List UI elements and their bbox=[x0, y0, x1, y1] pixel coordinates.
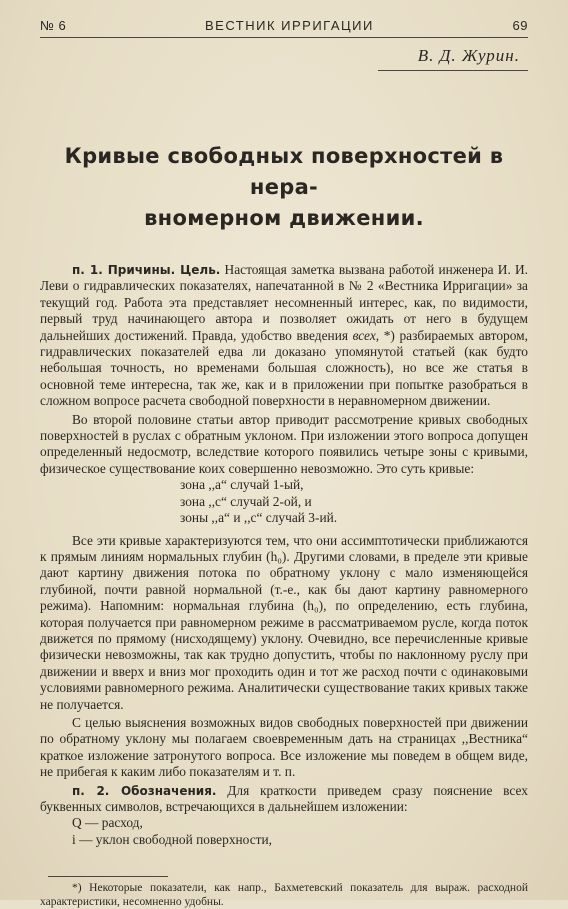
paragraph-1-text-cont: *) разбираемых автором, гидравлических показателей едва ли доказано упомянутой статьей (как будто небольшая точность, но временами большая сложность), но все же статья в основной теме интересна, так же, как и в приложении при попытке разобраться в сложном вопросе расчета свободной поверхности в неравномерном движении. bbox=[40, 327, 528, 409]
title-line-2: вномерном движении. bbox=[144, 206, 424, 230]
running-header bbox=[40, 18, 528, 38]
footnote-divider bbox=[48, 876, 168, 877]
paragraph-5-text: Для краткости приведем сразу пояснение всех буквенных символов, встречающихся в дальнейшем изложении: bbox=[40, 782, 528, 814]
article-title bbox=[40, 141, 528, 234]
paragraph-4: С целью выяснения возможных видов свободных поверхностей при движении по обратному уклону мы полагаем своевременным дать на страницах ,,Вестника“ краткое изложение затронутого вопроса. Все изложение мы поведем в общем виде, не прибегая к каким либо показателям и т. п. bbox=[40, 714, 528, 780]
paragraph-1-text: Настоящая заметка вызвана работой инженера И. И. Леви о гидравлических показателях, напечатанной в № 2 «Вестника Ирригации» за текущий год. Работа эта представляет несомненный интерес, как, по видимости, первый труд начинающего автора и позволяет ожидать от него в будущем дальнейших достижений. Правда, удобство введения bbox=[40, 262, 528, 343]
zone-item: зона ,,а“ случай 1-ый, bbox=[180, 477, 304, 493]
section-1-heading: п. 1. Причины. Цель. bbox=[72, 263, 221, 277]
zone-item: зоны ,,а“ и ,,с“ случай 3-ий. bbox=[180, 510, 338, 526]
definition-item: i — уклон свободной поверхности, bbox=[72, 831, 273, 847]
title-line-1: Кривые свободных поверхностей в нера- bbox=[64, 144, 504, 199]
definition-item: Q — расход, bbox=[72, 815, 143, 831]
paragraph-3: Все эти кривые характеризуются тем, что они ассимптотически приближаются к прямым линиям нормальных глубин (h₀). Другими словами, в пределе эти кривые дают картину движения потока по обратному уклону с мало изменяющейся глубиной, почти равной нормальной (т.-е., как бы дают картину равномерного режима). Напомним: нормальная глубина (h₀), по определению, есть глубина, которая получается при равномерном режиме в рассматриваемом русле, когда поток движется по прямому (нисходящему) уклону. Очевидно, все перечисленные кривые физически невозможны, так как трудно допустить, чтобы по наклонному руслу при движении и вверх и вниз мог проходить один и тот же расход почти с одинаковыми условиями равномерного режима. Аналитически существование таких кривых также не получается. bbox=[40, 532, 528, 712]
definitions-list bbox=[40, 815, 528, 848]
author-name: В. Д. Журин. bbox=[378, 46, 528, 71]
issue-number: № 6 bbox=[40, 18, 67, 33]
paragraph-2: Во второй половине статьи автор приводит рассмотрение кривых свободных поверхностей в руслах с обратным уклоном. При изложении этого вопроса допущен определенный недосмотр, вследствие которого появились четыре зоны с кривыми, физическое существование коих совершенно невозможно. Это суть кривые: bbox=[40, 411, 528, 476]
paragraph-1-italic: всех, bbox=[352, 327, 380, 343]
author-row bbox=[40, 46, 528, 71]
zones-list bbox=[180, 477, 528, 526]
page-number: 69 bbox=[512, 18, 528, 33]
footnote: *) Некоторые показатели, как напр., Бахметевский показатель для выраж. расходной характеристики, несомненно удобны. bbox=[40, 882, 528, 909]
zone-item: зона ,,с“ случай 2-ой, и bbox=[180, 493, 312, 509]
paragraph-5 bbox=[40, 783, 528, 816]
paragraph-1 bbox=[40, 262, 528, 410]
journal-name: ВЕСТНИК ИРРИГАЦИИ bbox=[204, 18, 374, 33]
article-body bbox=[40, 262, 528, 848]
section-2-heading: п. 2. Обозначения. bbox=[72, 783, 217, 798]
